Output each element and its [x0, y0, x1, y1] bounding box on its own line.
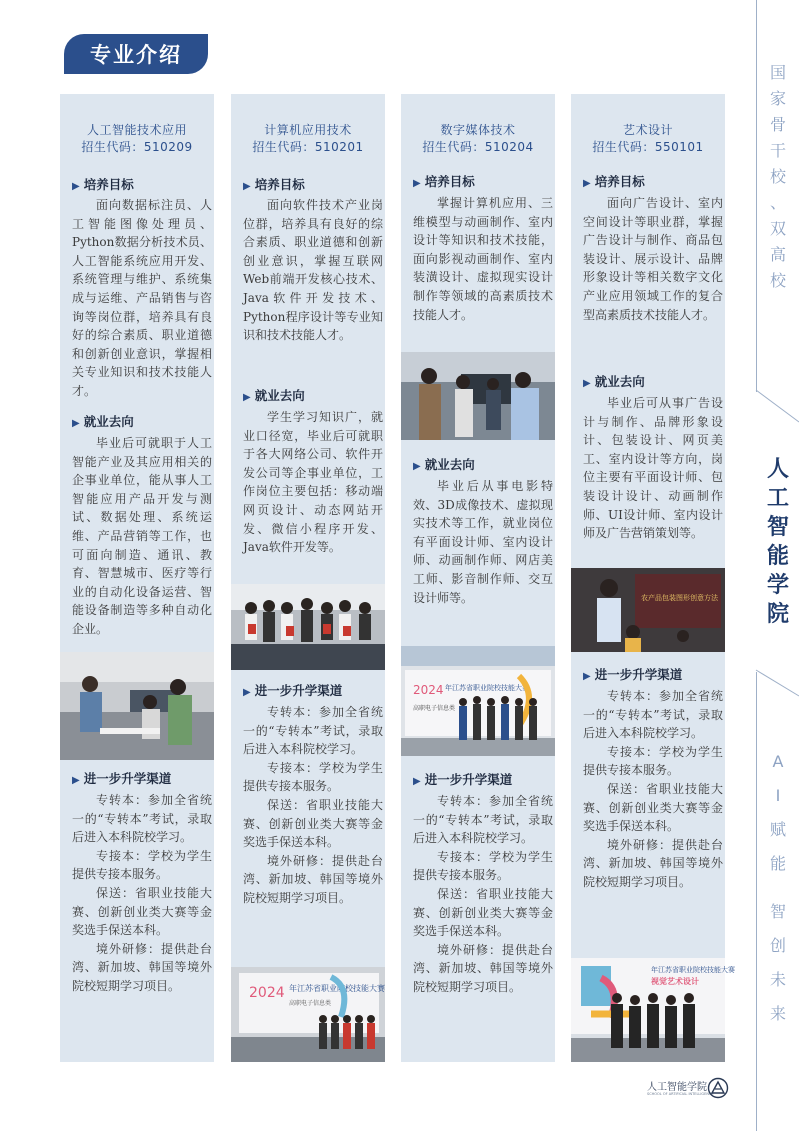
students-award-photo — [231, 584, 385, 670]
job-text: 学生学习知识广，就业口径宽，毕业后可就职于各大网络公司、软件开发公司等企事业单位，工作岗位主要包括：移动端网页设计、动态网站开发、微信小程序开发、Java软件开发等。 — [243, 410, 383, 555]
screen-text: 农产品包装图形创意方法 — [641, 594, 718, 602]
further-study-text: 专转本：参加全省统一的“专转本”考试，录取后进入本科院校学习。 专接本：学校为学生提供专接本服务。 保送：省职业技能大赛、创新创业类大赛等金奖选手保送本科。 境外研修：提供赴台湾、新加坡、韩国等境外院校短期学习项目。 — [413, 794, 553, 994]
goal-text: 面向数据标注员、人工智能图像处理员、Python数据分析技术员、人工智能系统应用开发、系统管理与维护、系统集成与运维、产品销售与咨询等岗位群，培养具有良好的综合素质、职业道德和创新创业意识，掌握相关专业知识和技术技能人才。 — [72, 198, 212, 398]
goal-text: 掌握计算机应用、三维模型与动画制作、室内设计等知识和技术技能，面向影视动画制作、室内装潢设计、虚拟现实设计制作等领域的高素质技术技能人才。 — [413, 196, 553, 322]
goal-heading: ▶ 培养目标 — [72, 177, 134, 192]
footer-school-english: SCHOOL OF ARTIFICIAL INTELLIGENCE — [647, 1092, 714, 1096]
further-study-heading: ▶ 进一步升学渠道 — [583, 667, 683, 682]
triangle-bullet-icon: ▶ — [243, 181, 251, 192]
further-study-text: 专转本：参加全省统一的“专转本”考试，录取后进入本科院校学习。 专接本：学校为学生提供专接本服务。 保送：省职业技能大赛、创新创业类大赛等金奖选手保送本科。 境外研修：提供赴台湾、新加坡、韩国等境外院校短期学习项目。 — [72, 793, 212, 993]
major-name: 数字媒体技术 — [440, 123, 516, 137]
side-slogan-bottom: A I 赋 能 智 创 未 来 — [769, 752, 786, 1023]
goal-text: 面向广告设计、室内空间设计等职业群，掌握广告设计与制作、商品包装设计、展示设计、品牌形象设计等相关数字文化产业应用领域工作的复合型高素质技术技能人才。 — [583, 196, 723, 322]
goal-text: 面向软件技术产业岗位群，培养具有良好的综合素质、职业道德和创新创业意识，掌握互联网Web前端开发核心技术、Java软件开发技术、Python程序设计等专业知识和技术技能人才。 — [243, 198, 383, 343]
triangle-bullet-icon: ▶ — [413, 776, 421, 787]
goal-heading: ▶ 培养目标 — [583, 174, 645, 189]
job-heading: ▶ 就业去向 — [413, 457, 475, 472]
banner-year: 2024 — [413, 683, 444, 697]
classroom-photo — [60, 652, 214, 760]
triangle-bullet-icon: ▶ — [72, 418, 80, 429]
major-name: 计算机应用技术 — [264, 123, 352, 137]
further-study-text: 专转本：参加全省统一的“专转本”考试，录取后进入本科院校学习。 专接本：学校为学生提供专接本服务。 保送：省职业技能大赛、创新创业类大赛等金奖选手保送本科。 境外研修：提供赴台湾、新加坡、韩国等境外院校短期学习项目。 — [583, 689, 723, 889]
major-card-ai — [60, 94, 214, 1062]
major-name: 艺术设计 — [622, 123, 673, 137]
section-title: 专业介绍 — [64, 34, 208, 74]
further-study-heading: ▶ 进一步升学渠道 — [243, 683, 343, 698]
lecture-photo — [571, 568, 725, 652]
major-name: 人工智能技术应用 — [86, 123, 187, 137]
triangle-bullet-icon: ▶ — [72, 181, 80, 192]
job-heading: ▶ 就业去向 — [243, 388, 305, 403]
triangle-bullet-icon: ▶ — [72, 775, 80, 786]
triangle-bullet-icon: ▶ — [413, 461, 421, 472]
side-college-name: 人 工 智 能 学 院 — [766, 457, 789, 627]
banner-year: 2024 — [249, 985, 285, 1001]
further-study-text: 专转本：参加全省统一的“专转本”考试，录取后进入本科院校学习。 专接本：学校为学生提供专接本服务。 保送：省职业技能大赛、创新创业类大赛等金奖选手保送本科。 境外研修：提供赴台湾、新加坡、韩国等境外院校短期学习项目。 — [243, 705, 383, 905]
job-heading: ▶ 就业去向 — [583, 374, 645, 389]
goal-heading: ▶ 培养目标 — [413, 174, 475, 189]
side-divider-top — [756, 0, 757, 392]
side-divider-diagonal-2 — [756, 668, 799, 698]
footer-logo — [647, 1076, 727, 1106]
goal-heading: ▶ 培养目标 — [243, 177, 305, 192]
vr-lab-photo — [401, 352, 555, 440]
major-code: 招生代码：510204 — [422, 140, 534, 154]
banner-title: 年江苏省职业院校技能大赛 — [651, 966, 735, 974]
major-code: 招生代码：550101 — [592, 140, 704, 154]
banner-subtitle: 高职电子信息类 — [289, 1000, 332, 1007]
further-study-heading: ▶ 进一步升学渠道 — [413, 772, 513, 787]
major-card-digital-media — [401, 94, 555, 1062]
triangle-bullet-icon: ▶ — [243, 392, 251, 403]
banner-title: 年江苏省职业院校技能大赛 — [289, 984, 385, 993]
job-heading: ▶ 就业去向 — [72, 414, 134, 429]
job-text: 毕业后可就职于人工智能产业及其应用相关的企事业单位，能从事人工智能应用产品开发与测试、数据处理、系统运维、产品营销等工作，也可面向制造、通讯、教育、智慧城市、医疗等行业的自动化设备运营、智能设备制造等多种自动化企业。 — [72, 436, 212, 636]
art-competition-photo — [571, 958, 735, 1062]
job-text: 毕业后从事电影特效、3D成像技术、虚拟现实技术等工作，就业岗位有平面设计师、室内设计师、动画制作师、网店美工师、影音制作师、交互设计师等。 — [413, 479, 553, 605]
banner-subtitle: 高职电子信息类 — [413, 705, 456, 712]
job-text: 毕业后可从事广告设计与制作、品牌形象设计、包装设计、网页美工、室内设计等方向，岗位主要有平面设计师、包装设计设计、动画制作师、UI设计师、室内设计师及广告营销策划等。 — [583, 396, 723, 541]
college-emblem-icon — [707, 1076, 729, 1100]
triangle-bullet-icon: ▶ — [243, 687, 251, 698]
side-divider-bottom — [756, 672, 757, 1131]
major-code: 招生代码：510209 — [81, 140, 193, 154]
banner-title: 年江苏省职业院校技能大赛 — [445, 684, 529, 692]
triangle-bullet-icon: ▶ — [583, 178, 591, 189]
side-divider-diagonal-1 — [756, 386, 799, 426]
triangle-bullet-icon: ▶ — [413, 178, 421, 189]
side-slogan-top: 国 家 骨 干 校 、 双 高 校 — [769, 63, 786, 290]
competition-banner-photo — [231, 967, 385, 1062]
further-study-heading: ▶ 进一步升学渠道 — [72, 771, 172, 786]
competition-group-photo — [401, 646, 555, 756]
triangle-bullet-icon: ▶ — [583, 378, 591, 389]
footer-school-name: 人工智能学院 — [647, 1082, 707, 1093]
major-code: 招生代码：510201 — [252, 140, 364, 154]
banner-subtitle: 视觉艺术设计 — [651, 977, 699, 986]
major-card-art-design — [571, 94, 735, 1062]
triangle-bullet-icon: ▶ — [583, 671, 591, 682]
major-card-computer — [231, 94, 385, 1062]
